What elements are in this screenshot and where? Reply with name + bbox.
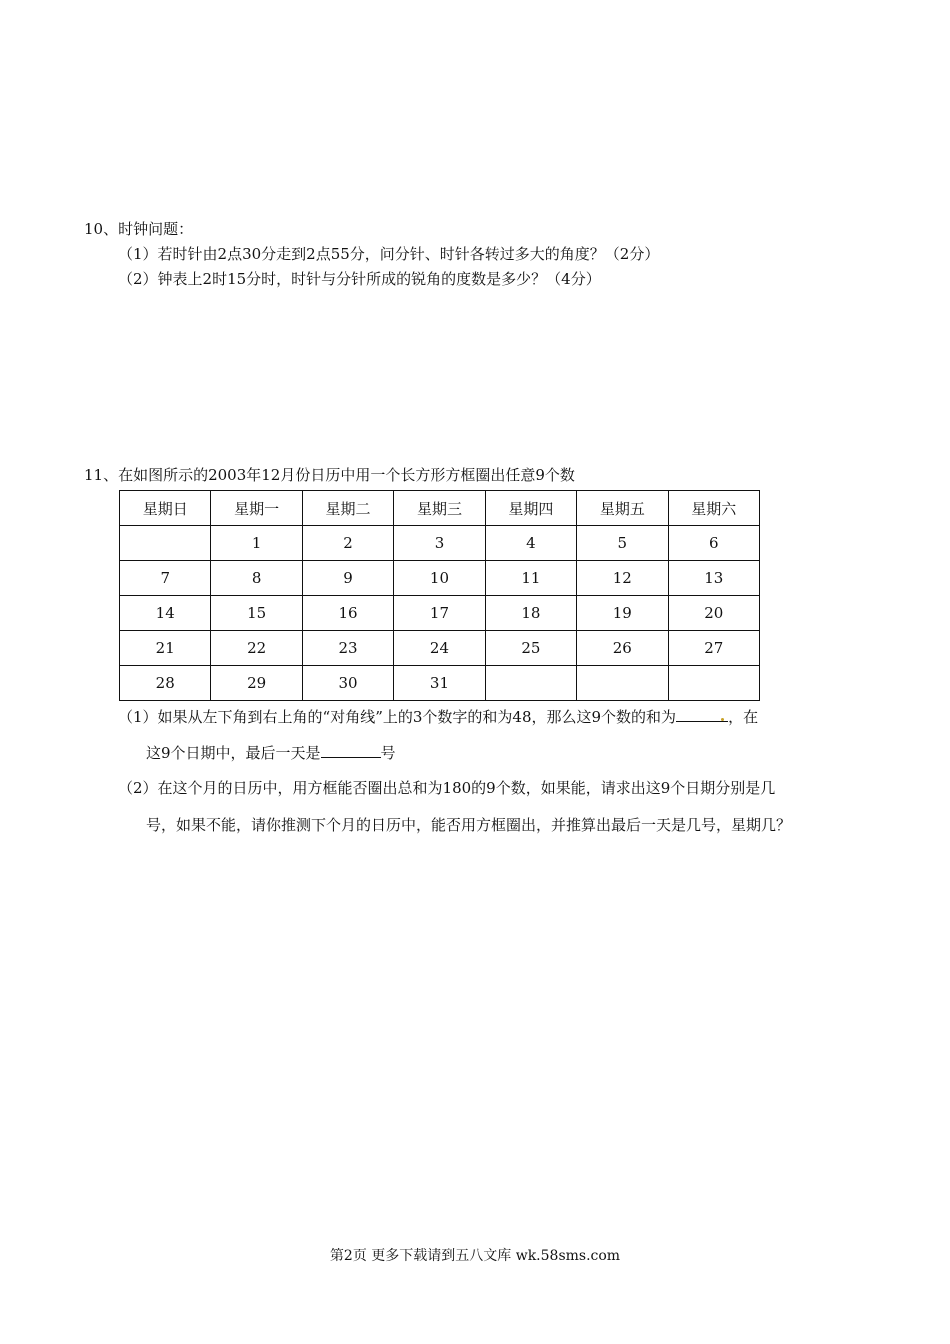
calendar-cell: 8 xyxy=(211,561,302,596)
answer-blank-sum[interactable] xyxy=(676,707,728,722)
calendar-cell: 6 xyxy=(668,526,759,561)
calendar-cell: 12 xyxy=(577,561,668,596)
mark-dot xyxy=(721,718,724,721)
calendar-cell: 17 xyxy=(394,596,485,631)
calendar-cell: 4 xyxy=(485,526,576,561)
calendar-cell: 11 xyxy=(485,561,576,596)
calendar-cell: 5 xyxy=(577,526,668,561)
calendar-header-sat: 星期六 xyxy=(668,491,759,526)
calendar-cell: 19 xyxy=(577,596,668,631)
calendar-cell: 14 xyxy=(120,596,211,631)
answer-blank-last-day[interactable] xyxy=(321,743,381,758)
question-11-part-2-line-1: （2）在这个月的日历中，用方框能否圈出总和为180的9个数，如果能，请求出这9个日期分别是几 xyxy=(118,779,776,797)
calendar-cell: 21 xyxy=(120,631,211,666)
calendar-cell: 29 xyxy=(211,666,302,701)
calendar-header-fri: 星期五 xyxy=(577,491,668,526)
calendar-header-mon: 星期一 xyxy=(211,491,302,526)
question-11-part-1-line-2 xyxy=(146,743,396,763)
question-10-part-2: （2）钟表上2时15分时，时针与分针所成的锐角的度数是多少？（4分） xyxy=(118,270,601,288)
calendar-cell: 26 xyxy=(577,631,668,666)
calendar-cell: 7 xyxy=(120,561,211,596)
calendar-cell: 27 xyxy=(668,631,759,666)
calendar-cell: 3 xyxy=(394,526,485,561)
calendar-cell: 2 xyxy=(302,526,393,561)
calendar-cell: 15 xyxy=(211,596,302,631)
calendar-cell xyxy=(577,666,668,701)
question-11-part-1-suffix-2: 号 xyxy=(380,744,396,762)
question-11-title: 11、在如图所示的2003年12月份日历中用一个长方形方框圈出任意9个数 xyxy=(84,466,575,484)
question-11-part-2-line-2: 号，如果不能，请你推测下个月的日历中，能否用方框圈出，并推算出最后一天是几号，星期几？ xyxy=(146,816,792,834)
calendar-week-row xyxy=(120,596,760,631)
calendar-cell: 23 xyxy=(302,631,393,666)
question-10-part-1: （1）若时针由2点30分走到2点55分，问分针、时针各转过多大的角度？（2分） xyxy=(118,245,660,263)
question-11-part-1-text-2: 这9个日期中，最后一天是 xyxy=(146,744,321,762)
calendar-cell: 20 xyxy=(668,596,759,631)
question-10-title: 10、时钟问题： xyxy=(84,220,194,238)
calendar-table xyxy=(119,490,760,701)
calendar-week-row xyxy=(120,526,760,561)
calendar-cell: 10 xyxy=(394,561,485,596)
calendar-cell: 24 xyxy=(394,631,485,666)
calendar-header-tue: 星期二 xyxy=(302,491,393,526)
calendar-cell: 31 xyxy=(394,666,485,701)
calendar-cell: 9 xyxy=(302,561,393,596)
calendar-week-row xyxy=(120,631,760,666)
calendar-cell xyxy=(120,526,211,561)
calendar-cell: 28 xyxy=(120,666,211,701)
calendar-header-sun: 星期日 xyxy=(120,491,211,526)
calendar-header-thu: 星期四 xyxy=(485,491,576,526)
calendar-cell: 18 xyxy=(485,596,576,631)
question-11-part-1-line-1 xyxy=(118,707,758,727)
calendar-cell xyxy=(485,666,576,701)
calendar-cell: 30 xyxy=(302,666,393,701)
question-11-part-1-text: （1）如果从左下角到右上角的“对角线”上的3个数字的和为48，那么这9个数的和为 xyxy=(118,708,677,726)
page-footer: 第2页 更多下载请到五八文库 wk.58sms.com xyxy=(329,1248,621,1264)
question-11-part-1-suffix: ，在 xyxy=(728,708,759,726)
calendar-cell xyxy=(668,666,759,701)
calendar-cell: 1 xyxy=(211,526,302,561)
calendar-header-wed: 星期三 xyxy=(394,491,485,526)
calendar-cell: 22 xyxy=(211,631,302,666)
calendar-header-row xyxy=(120,491,760,526)
calendar-cell: 13 xyxy=(668,561,759,596)
calendar-cell: 16 xyxy=(302,596,393,631)
calendar-week-row xyxy=(120,561,760,596)
calendar-cell: 25 xyxy=(485,631,576,666)
calendar-week-row xyxy=(120,666,760,701)
